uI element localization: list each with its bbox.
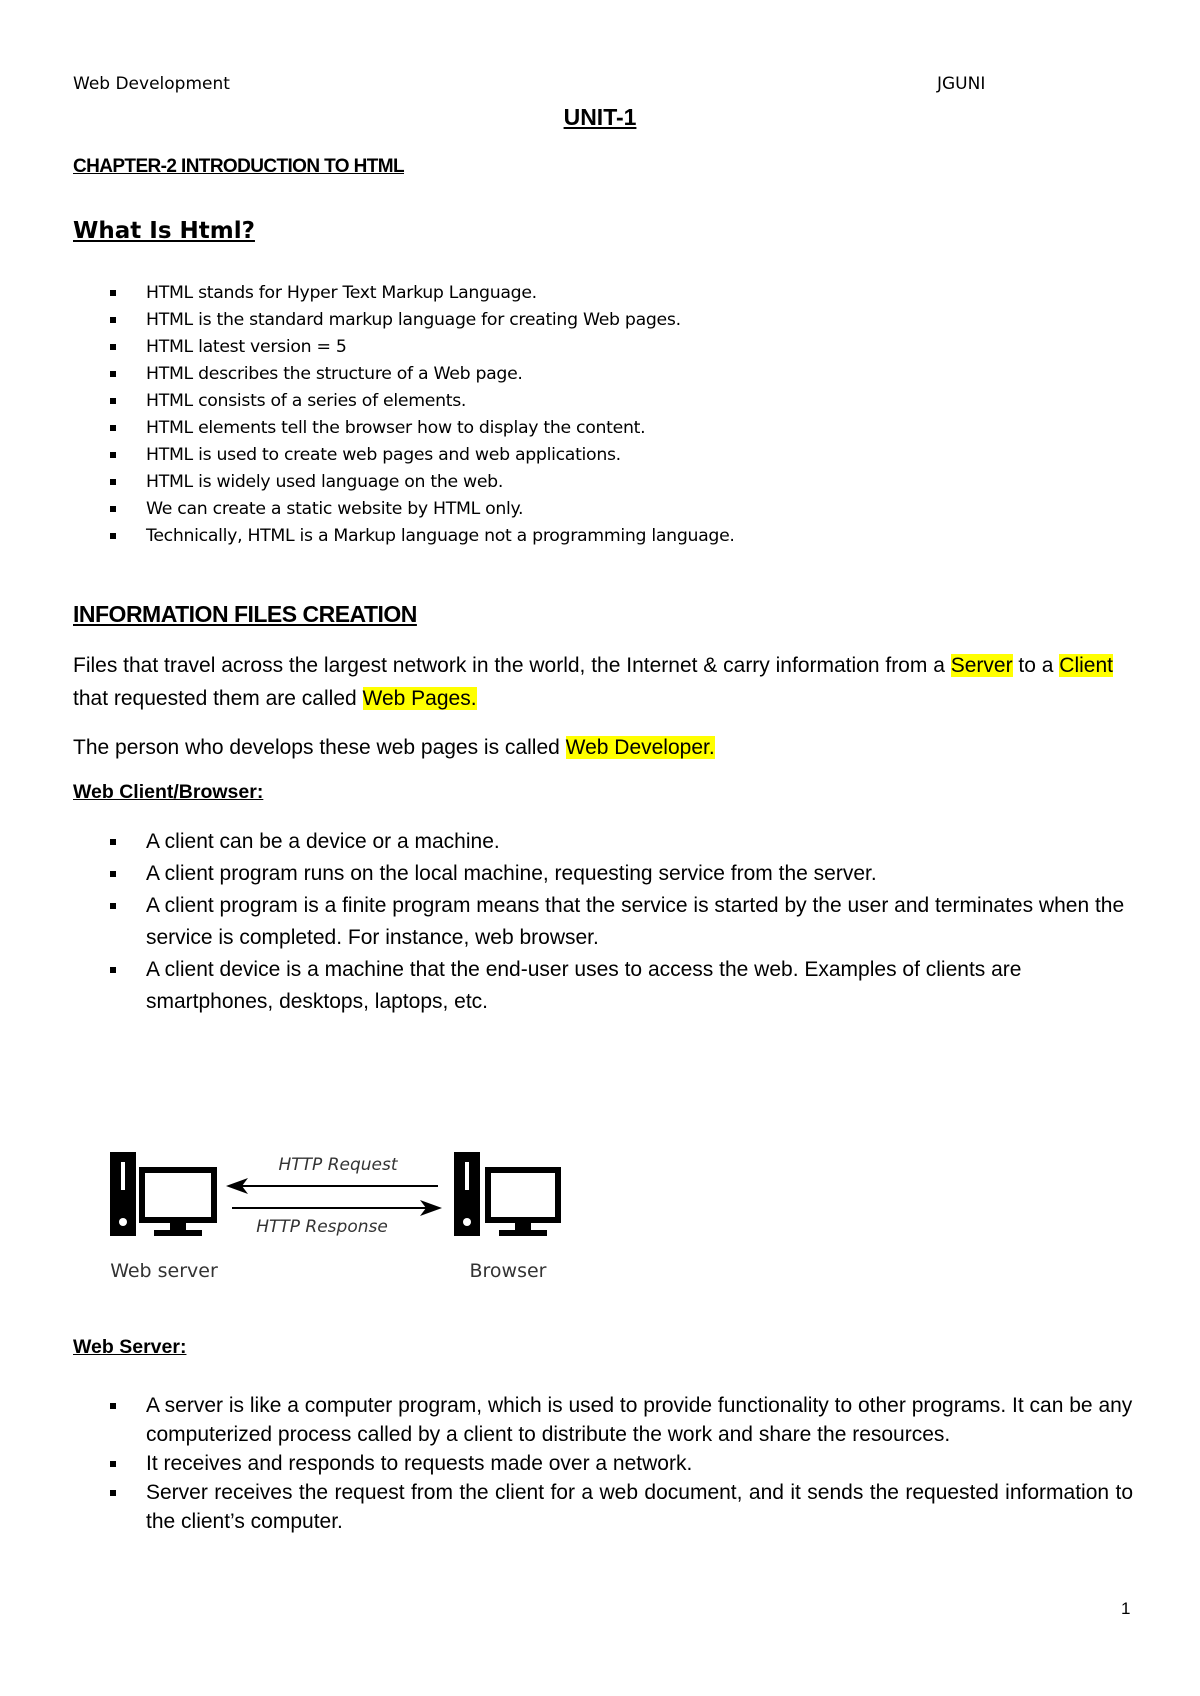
highlight-client: Client xyxy=(1059,654,1113,677)
list-item: We can create a static website by HTML only. xyxy=(73,496,735,523)
paragraph-text: The person who develops these web pages is called xyxy=(73,736,566,759)
highlight-web-pages: Web Pages. xyxy=(362,687,477,710)
highlight-server: Server xyxy=(950,654,1013,677)
browser-icon xyxy=(454,1152,558,1236)
list-item: A client device is a machine that the end-user uses to access the web. Examples of clients are smartphones, desktops, laptops, etc. xyxy=(73,954,1133,1018)
chapter-title: CHAPTER-2 INTRODUCTION TO HTML xyxy=(73,156,405,177)
list-item: A client program runs on the local machine, requesting service from the server. xyxy=(73,858,1133,890)
list-item: A client can be a device or a machine. xyxy=(73,826,1133,858)
web-server-icon xyxy=(110,1152,214,1236)
web-server-list xyxy=(73,1391,1133,1536)
list-item: HTML stands for Hyper Text Markup Language. xyxy=(73,280,735,307)
header-left: Web Development xyxy=(73,74,230,94)
list-item: HTML is used to create web pages and web applications. xyxy=(73,442,735,469)
list-item: HTML latest version = 5 xyxy=(73,334,735,361)
web-client-heading: Web Client/Browser: xyxy=(73,781,264,803)
list-item: HTML is widely used language on the web. xyxy=(73,469,735,496)
browser-label: Browser xyxy=(469,1260,547,1282)
list-item: HTML is the standard markup language for creating Web pages. xyxy=(73,307,735,334)
request-arrow xyxy=(226,1178,438,1194)
response-arrow xyxy=(232,1200,442,1216)
highlight-web-developer: Web Developer. xyxy=(565,736,715,759)
response-label: HTTP Response xyxy=(256,1217,388,1237)
paragraph-text: to a xyxy=(1012,654,1060,677)
list-item: A client program is a finite program means that the service is started by the user and terminates when the service is completed. For instance, web browser. xyxy=(73,890,1133,954)
list-item: HTML elements tell the browser how to display the content. xyxy=(73,415,735,442)
request-label: HTTP Request xyxy=(278,1155,398,1175)
list-item: Technically, HTML is a Markup language not a programming language. xyxy=(73,523,735,550)
list-item: Server receives the request from the client for a web document, and it sends the requested information to the client’s computer. xyxy=(73,1478,1133,1536)
what-is-html-list xyxy=(73,280,735,550)
web-pages-paragraph xyxy=(73,649,1133,715)
what-is-html-heading: What Is Html? xyxy=(73,218,255,244)
list-item: It receives and responds to requests made over a network. xyxy=(73,1449,1133,1478)
list-item: HTML consists of a series of elements. xyxy=(73,388,735,415)
web-server-heading: Web Server: xyxy=(73,1336,187,1358)
web-server-label: Web server xyxy=(110,1260,218,1282)
web-client-list xyxy=(73,826,1133,1018)
list-item: HTML describes the structure of a Web page. xyxy=(73,361,735,388)
client-server-diagram xyxy=(98,1146,578,1286)
paragraph-text: Files that travel across the largest network in the world, the Internet & carry information from a xyxy=(73,654,951,677)
web-developer-paragraph xyxy=(73,731,1133,764)
information-files-heading: INFORMATION FILES CREATION xyxy=(73,601,417,627)
unit-title: UNIT-1 xyxy=(563,104,637,130)
page-number: 1 xyxy=(1121,1599,1131,1618)
list-item: A server is like a computer program, which is used to provide functionality to other programs. It can be any computerized process called by a client to distribute the work and share the resources. xyxy=(73,1391,1133,1449)
paragraph-text: that requested them are called xyxy=(73,687,363,710)
header-right: JGUNI xyxy=(937,74,986,94)
